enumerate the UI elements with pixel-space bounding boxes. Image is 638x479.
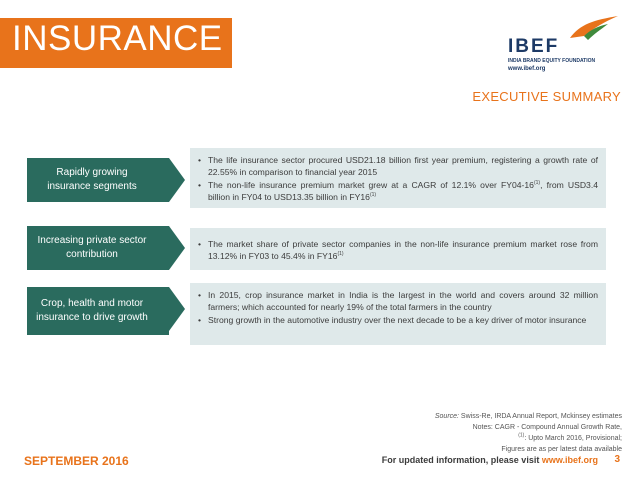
notes-line: Notes: CAGR - Compound Annual Growth Rate, (472, 424, 622, 431)
logo-wordmark: IBEF (508, 36, 560, 57)
note-line-1: : Upto March 2016, Provisional; (524, 435, 622, 442)
footer-info (382, 455, 598, 465)
page-title: INSURANCE (12, 19, 223, 58)
row-content-private-sector (190, 228, 606, 270)
bullet-item: • Strong growth in the automotive industry over the next decade to be a key driver of motor insurance (198, 314, 598, 326)
row-label-text: Crop, health and motor insurance to drive growth (36, 298, 148, 323)
footer-url-link[interactable]: www.ibef.org (541, 455, 598, 465)
bullet-item: • In 2015, crop insurance market in India is the largest in the world and covers around 32 million farmers; which accounted for nearly 19% of the total farmers in the country (198, 289, 598, 313)
bullet-item: • The life insurance sector procured USD21.18 billion first year premium, registering a growth rate of 22.55% in comparison to financial year 2015 (198, 154, 598, 178)
title-banner (0, 18, 232, 68)
logo-url: www.ibef.org (508, 66, 546, 72)
row-content-crop-health-motor (190, 283, 606, 345)
row-label-growing-segments (27, 158, 169, 202)
row-label-text: Rapidly growing insurance segments (47, 167, 137, 192)
ibef-logo (508, 14, 620, 70)
row-label-text: Increasing private sector contribution (37, 235, 147, 260)
source-notes (362, 411, 622, 455)
footer-info-text: For updated information, please visit (381, 455, 542, 465)
bullet-item: • The market share of private sector companies in the non-life insurance premium market rose from 13.12% in FY03 to 45.4% in FY16$^{(1)}$ (198, 238, 598, 262)
footer-date: SEPTEMBER 2016 (24, 454, 129, 468)
logo-subtitle: INDIA BRAND EQUITY FOUNDATION (508, 58, 596, 64)
row-label-crop-health-motor (27, 287, 169, 335)
page-number: 3 (614, 454, 620, 465)
bird-logo-icon (564, 14, 620, 40)
row-label-private-sector (27, 226, 169, 270)
note-line-2: Figures are as per latest data available (501, 446, 622, 453)
row-content-growing-segments (190, 148, 606, 208)
bullet-item: • The non-life insurance premium market grew at a CAGR of 12.1% over FY04-16$^{(1)}$, from USD3.4 billion in FY04 to USD13.35 billion in FY16$^{(1)}$ (198, 179, 598, 203)
note-sup: (1) (518, 432, 525, 439)
section-title: EXECUTIVE SUMMARY (472, 89, 621, 104)
source-text: Swiss-Re, IRDA Annual Report, Mckinsey estimates (458, 413, 622, 420)
source-label: Source: (434, 413, 459, 420)
